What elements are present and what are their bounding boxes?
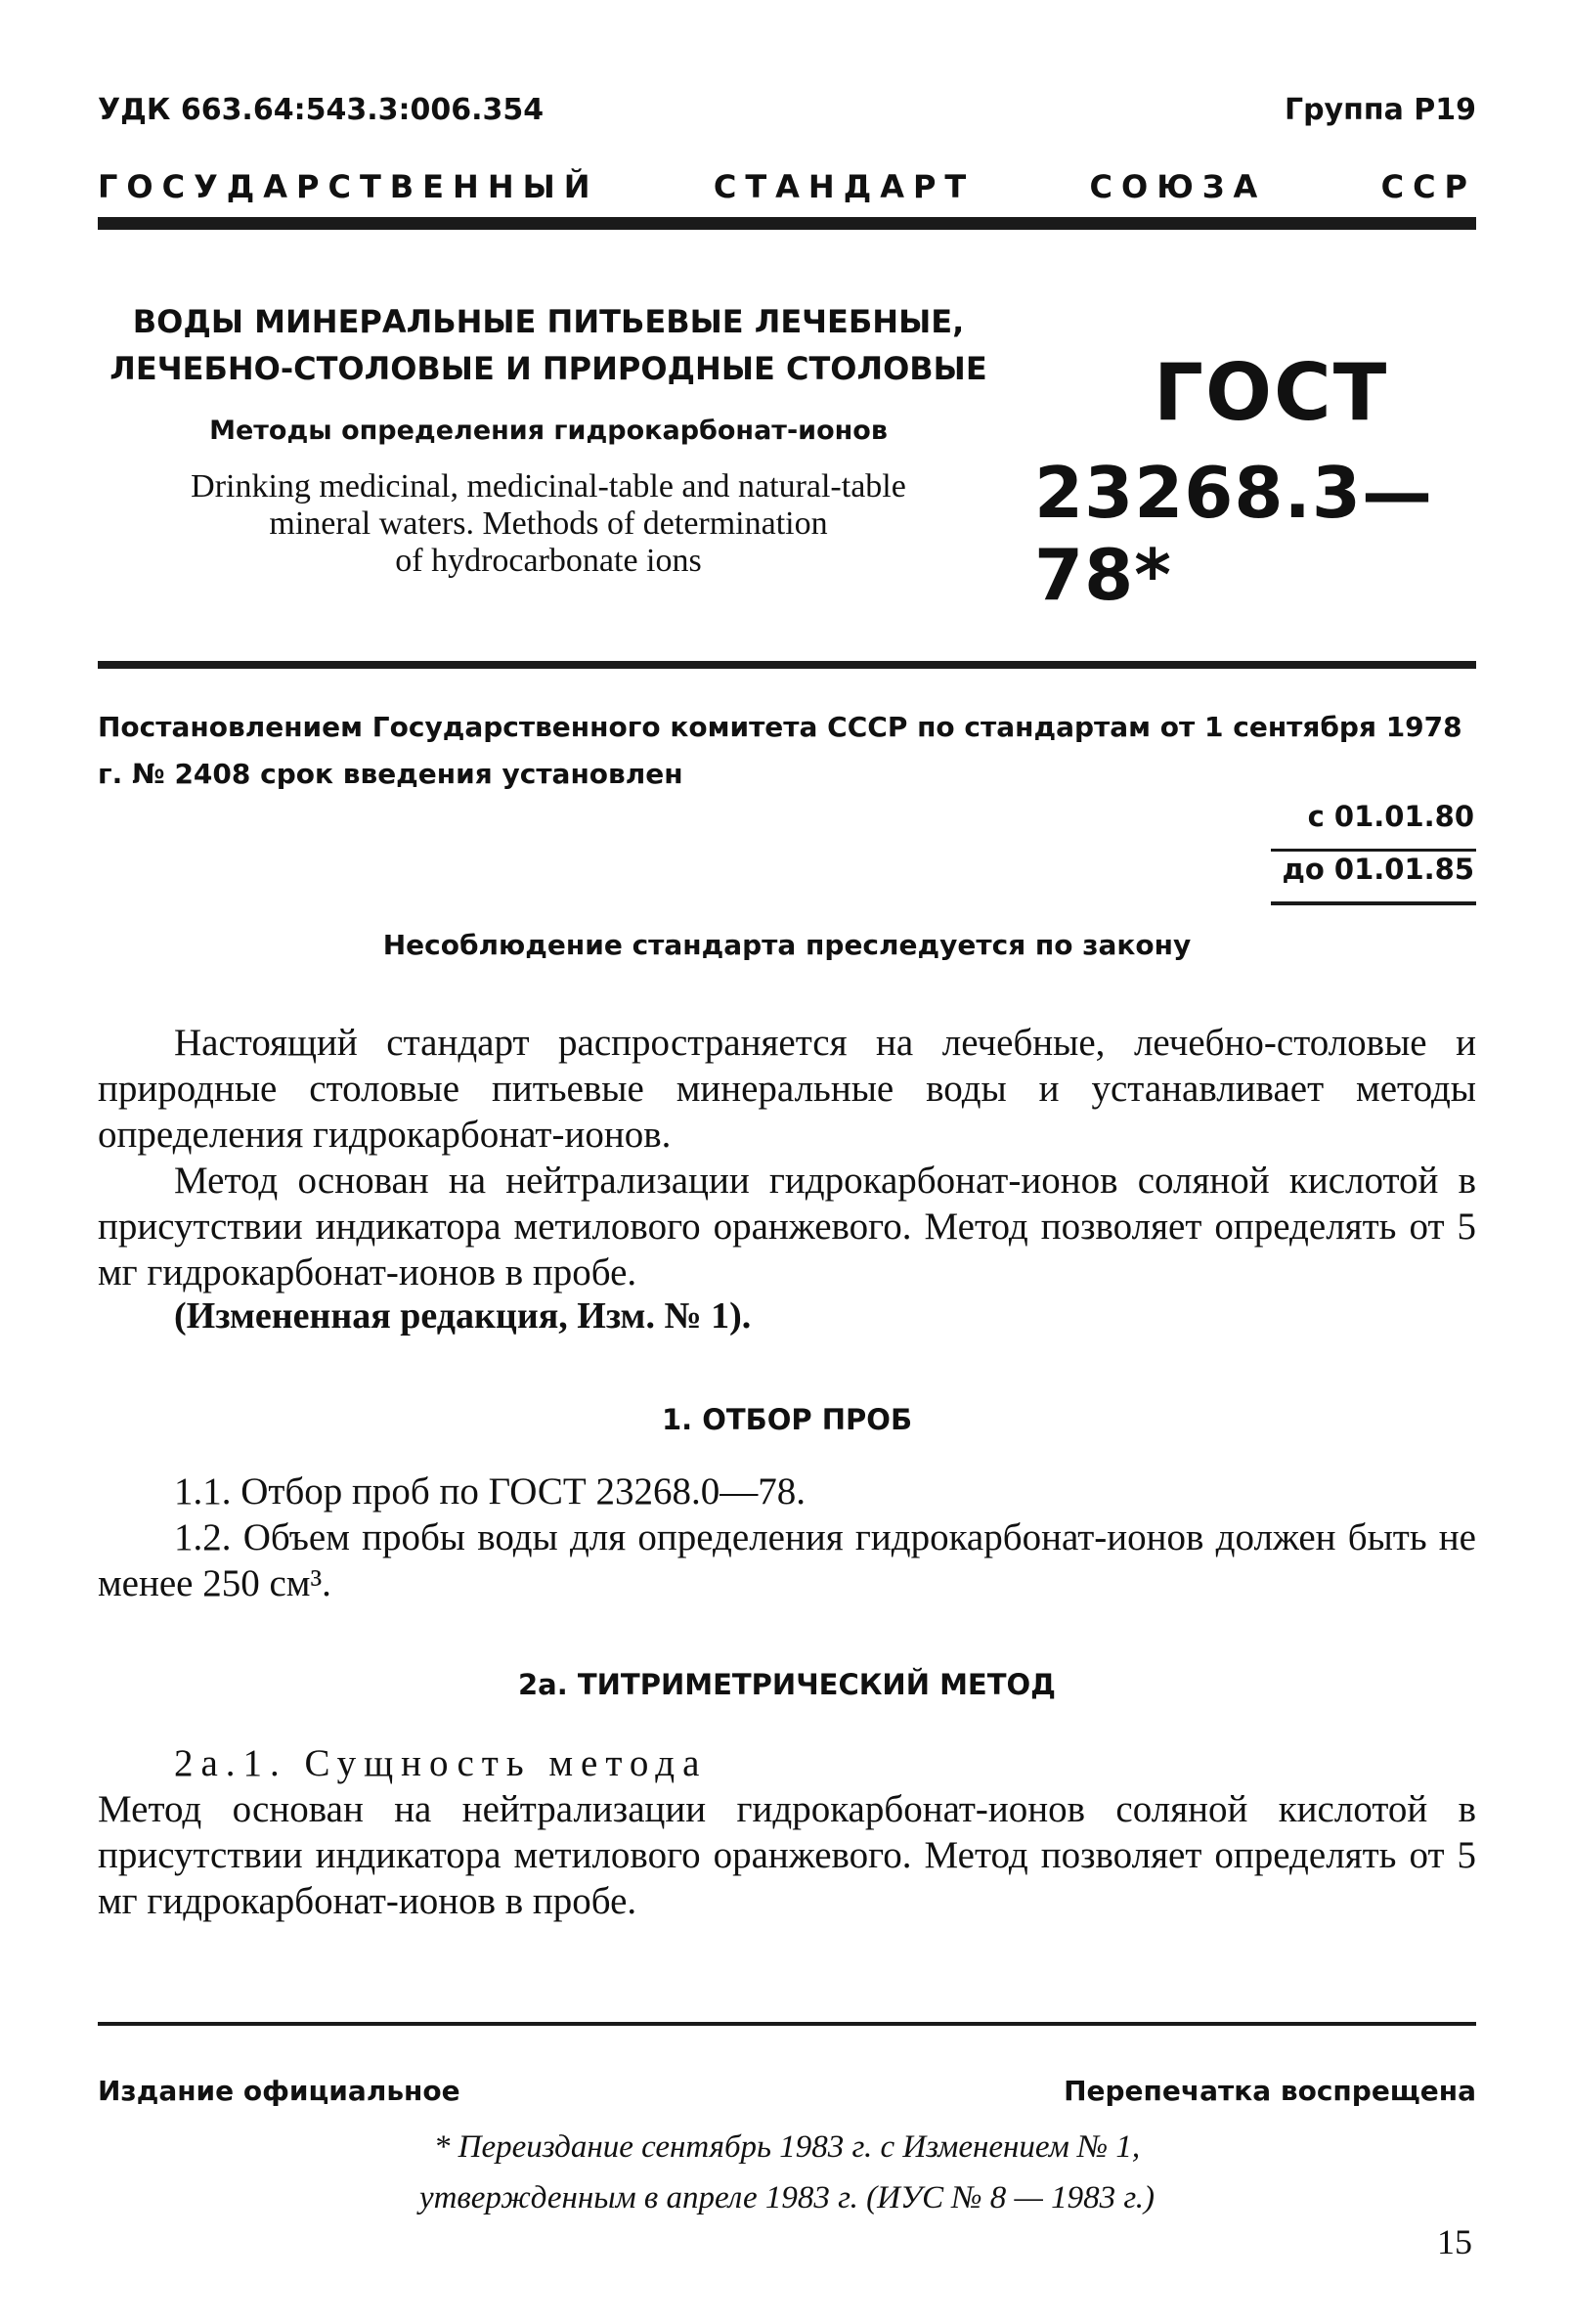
decree-text: Постановлением Государственного комитета СССР по стандартам от 1 сентября 1978 г. № 2408 срок введения установлен [98, 711, 1462, 790]
section-1-items [98, 1469, 1476, 1606]
title-line-1: ВОДЫ МИНЕРАЛЬНЫЕ ПИТЬЕВЫЕ ЛЕЧЕБНЫЕ, [132, 303, 965, 340]
footnote-line-1: * Переиздание сентябрь 1983 г. с Изменением № 1, [433, 2129, 1141, 2165]
law-notice: Несоблюдение стандарта преследуется по закону [382, 929, 1192, 961]
english-title-line-2: mineral waters. Methods of determination [269, 505, 828, 542]
state-word-1: ГОСУДАРСТВЕННЫЙ [98, 168, 599, 205]
top-rule [98, 217, 1476, 230]
item-1-1: 1.1. Отбор проб по ГОСТ 23268.0—78. [174, 1470, 806, 1513]
english-title-line-1: Drinking medicinal, medicinal-table and natural-table [191, 468, 906, 504]
effective-to-date: до 01.01.85 [1282, 853, 1474, 886]
state-standard-heading [98, 168, 1476, 205]
gost-label: ГОСТ [1154, 347, 1389, 438]
bottom-rule [98, 2022, 1476, 2026]
title-line-2: ЛЕЧЕБНО-СТОЛОВЫЕ И ПРИРОДНЫЕ СТОЛОВЫЕ [109, 350, 987, 387]
middle-rule [98, 661, 1476, 669]
amendment-note: (Измененная редакция, Изм. № 1). [174, 1295, 752, 1337]
section-2a-heading: 2а. ТИТРИМЕТРИЧЕСКИЙ МЕТОД [518, 1668, 1056, 1701]
item-2a-1-heading: 2а.1. Сущность метода [174, 1742, 708, 1784]
section-1-heading: 1. ОТБОР ПРОБ [661, 1403, 913, 1436]
official-edition-label: Издание официальное [98, 2075, 460, 2107]
reissue-footnote [98, 2122, 1476, 2223]
title-block [94, 298, 1003, 580]
state-word-2: СТАНДАРТ [713, 168, 976, 205]
item-1-2: 1.2. Объем пробы воды для определения гидрокарбонат-ионов должен быть не менее 250 см³. [98, 1516, 1476, 1604]
date-rule [1271, 901, 1476, 905]
reprint-prohibited-label: Перепечатка воспрещена [1064, 2075, 1476, 2107]
date-rule [1271, 849, 1476, 852]
state-word-3: СОЮЗА [1089, 168, 1267, 205]
intro-paragraph-1: Настоящий стандарт распространяется на лечебные, лечебно-столовые и природные столовые питьевые минеральные воды и устанавливает методы определения гидрокарбонат-ионов. [98, 1022, 1476, 1156]
title-subtitle: Методы определения гидрокарбонат-ионов [209, 416, 888, 446]
effective-from-date: с 01.01.80 [1307, 800, 1474, 833]
item-2a-1-text: Метод основан на нейтрализации гидрокарбонат-ионов соляной кислотой в присутствии индикатора метилового оранжевого. Метод позволяет определять от 5 мг гидрокарбонат-ионов в пробе. [98, 1788, 1476, 1922]
footnote-line-2: утвержденным в апреле 1983 г. (ИУС № 8 — 1983 г.) [418, 2180, 1156, 2215]
group-code: Группа Р19 [1284, 93, 1476, 127]
udk-code: УДК 663.64:543.3:006.354 [98, 93, 545, 127]
english-title-line-3: of hydrocarbonate ions [395, 543, 702, 579]
english-title [94, 468, 1003, 580]
state-word-4: ССР [1380, 168, 1476, 205]
page-number: 15 [1437, 2222, 1472, 2261]
intro-paragraph-2: Метод основан на нейтрализации гидрокарбонат-ионов соляной кислотой в присутствии индикатора метилового оранжевого. Метод позволяет определять от 5 мг гидрокарбонат-ионов в пробе. [98, 1160, 1476, 1294]
gost-number: 23268.3—78* [1034, 452, 1433, 616]
intro [98, 1020, 1476, 1295]
